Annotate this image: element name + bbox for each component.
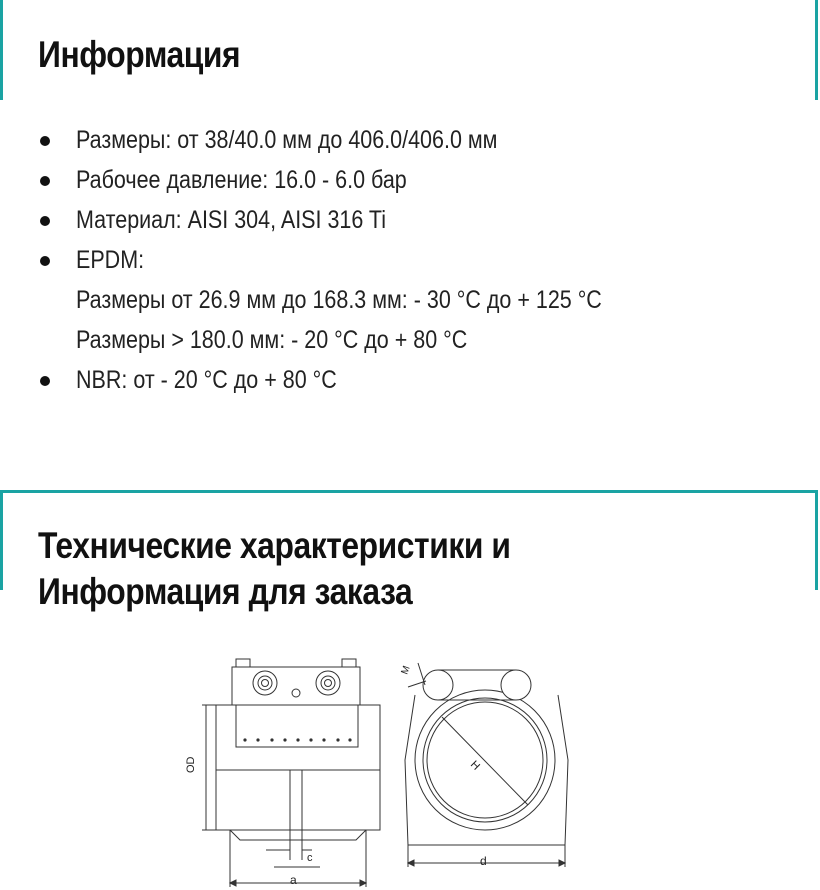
info-subitem-text: Размеры от 26.9 мм до 168.3 мм: - 30 °C до + 125 °C — [76, 286, 602, 314]
bullet-icon — [40, 216, 50, 226]
bullet-icon — [40, 256, 50, 266]
h-label: H — [467, 758, 482, 773]
info-item-text: NBR: от - 20 °C до + 80 °C — [76, 366, 337, 394]
info-item-text: Размеры: от 38/40.0 мм до 406.0/406.0 мм — [76, 126, 498, 154]
side-view — [202, 659, 380, 887]
info-list — [38, 120, 687, 400]
coupling-technical-drawing — [180, 655, 600, 890]
info-item-text: Рабочее давление: 16.0 - 6.0 бар — [76, 166, 407, 194]
bullet-icon — [40, 376, 50, 386]
info-section-title: Информация — [38, 34, 241, 75]
info-subitem-text: Размеры > 180.0 мм: - 20 °C до + 80 °C — [76, 326, 468, 354]
a-label: a — [290, 873, 297, 887]
bullet-icon — [40, 176, 50, 186]
od-label: OD — [185, 756, 197, 773]
info-item-pressure — [38, 160, 687, 200]
d-label: d — [480, 854, 487, 868]
info-item-sizes — [38, 120, 687, 160]
front-view — [405, 663, 568, 867]
info-item-text: EPDM: — [76, 246, 145, 274]
info-item-nbr — [38, 360, 687, 400]
tech-section-title-text: Технические характеристики и Информация для заказа — [38, 525, 511, 612]
info-item-text: Материал: AISI 304, AISI 316 Ti — [76, 206, 387, 234]
bullet-icon — [40, 136, 50, 146]
m-label: M — [399, 664, 413, 677]
info-item-material — [38, 200, 687, 240]
info-item-epdm — [38, 240, 687, 360]
tech-section-title — [38, 523, 511, 615]
c-label: c — [307, 852, 313, 864]
